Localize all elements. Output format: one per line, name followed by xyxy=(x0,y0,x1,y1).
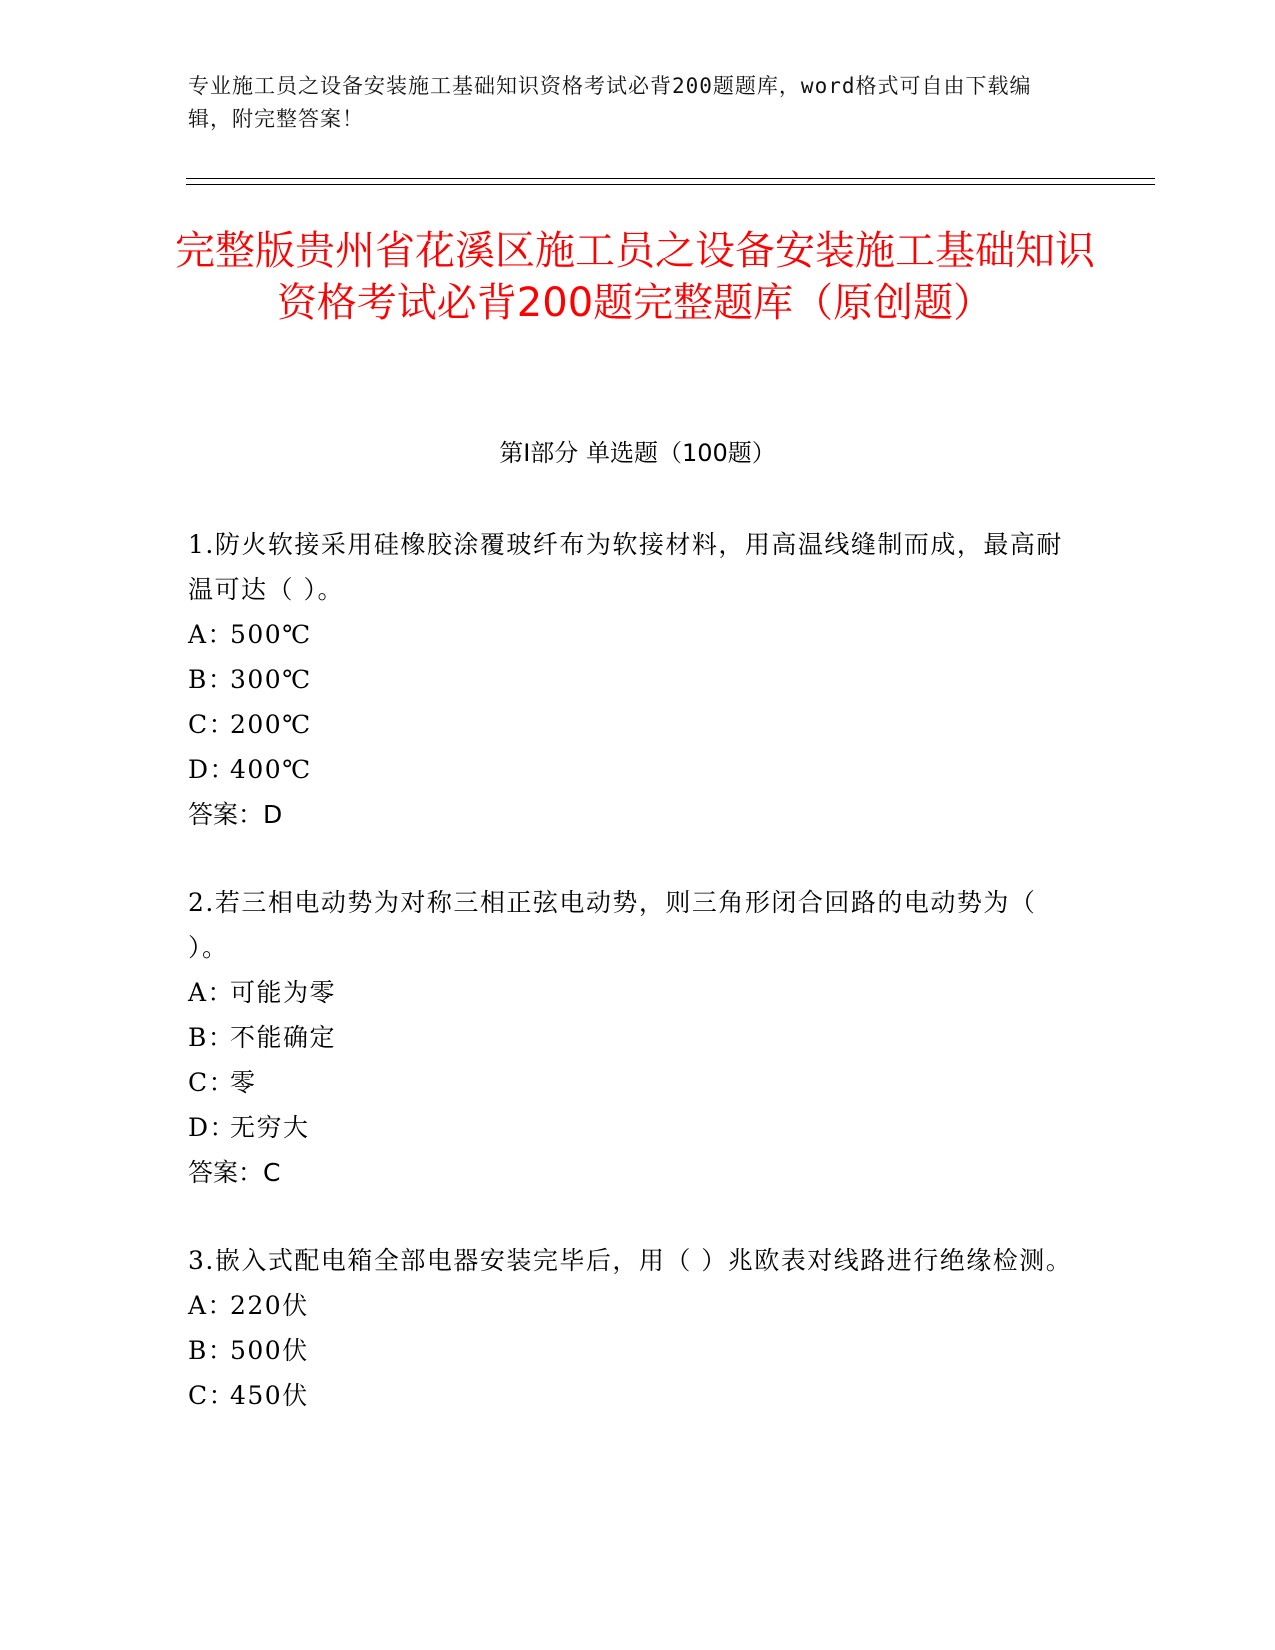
option-key: C： xyxy=(188,710,236,739)
option-key: A： xyxy=(188,978,235,1007)
option-key: A： xyxy=(188,620,235,649)
header-divider-bottom xyxy=(186,184,1155,185)
option-key: C： xyxy=(188,1381,236,1410)
option-text: 220伏 xyxy=(230,1291,309,1320)
document-title: 完整版贵州省花溪区施工员之设备安装施工基础知识资格考试必背200题完整题库（原创题） xyxy=(175,228,1095,326)
option-text: 可能为零 xyxy=(230,978,337,1007)
option-key: B： xyxy=(188,1336,235,1365)
question-stem: 2.若三相电动势为对称三相正弦电动势，则三角形闭合回路的电动势为（ ）。 xyxy=(188,888,1037,962)
option-b xyxy=(188,1328,1078,1373)
section-heading: 第Ⅰ部分 单选题（100题） xyxy=(499,439,776,467)
option-b xyxy=(188,657,1078,702)
option-text: 300℃ xyxy=(230,665,312,694)
option-c xyxy=(188,1060,1078,1105)
option-text: 零 xyxy=(230,1068,257,1097)
option-text: 500℃ xyxy=(230,620,312,649)
question-1 xyxy=(188,522,1078,837)
option-text: 450伏 xyxy=(230,1381,309,1410)
answer: 答案：C xyxy=(188,1158,281,1187)
option-text: 500伏 xyxy=(230,1336,309,1365)
option-a xyxy=(188,1283,1078,1328)
question-2 xyxy=(188,880,1078,1195)
option-key: C： xyxy=(188,1068,236,1097)
option-b xyxy=(188,1015,1078,1060)
question-stem: 1.防火软接采用硅橡胶涂覆玻纤布为软接材料，用高温线缝制而成，最高耐温可达（ ）。 xyxy=(188,530,1063,604)
option-key: B： xyxy=(188,665,235,694)
header-divider-top xyxy=(186,178,1155,179)
question-3 xyxy=(188,1238,1078,1418)
option-c xyxy=(188,1373,1078,1418)
option-text: 400℃ xyxy=(230,755,312,784)
option-d xyxy=(188,1105,1078,1150)
option-a xyxy=(188,612,1078,657)
option-text: 不能确定 xyxy=(230,1023,337,1052)
option-c xyxy=(188,702,1078,747)
question-stem: 3.嵌入式配电箱全部电器安装完毕后，用（ ）兆欧表对线路进行绝缘检测。 xyxy=(188,1246,1073,1275)
option-key: D： xyxy=(188,755,237,784)
option-a xyxy=(188,970,1078,1015)
option-d xyxy=(188,747,1078,792)
option-text: 无穷大 xyxy=(230,1113,310,1142)
header-note: 专业施工员之设备安装施工基础知识资格考试必背200题题库，word格式可自由下载编辑，附完整答案！ xyxy=(188,74,1032,131)
answer: 答案：D xyxy=(188,800,283,829)
option-key: A： xyxy=(188,1291,235,1320)
option-text: 200℃ xyxy=(230,710,312,739)
option-key: B： xyxy=(188,1023,235,1052)
option-key: D： xyxy=(188,1113,237,1142)
